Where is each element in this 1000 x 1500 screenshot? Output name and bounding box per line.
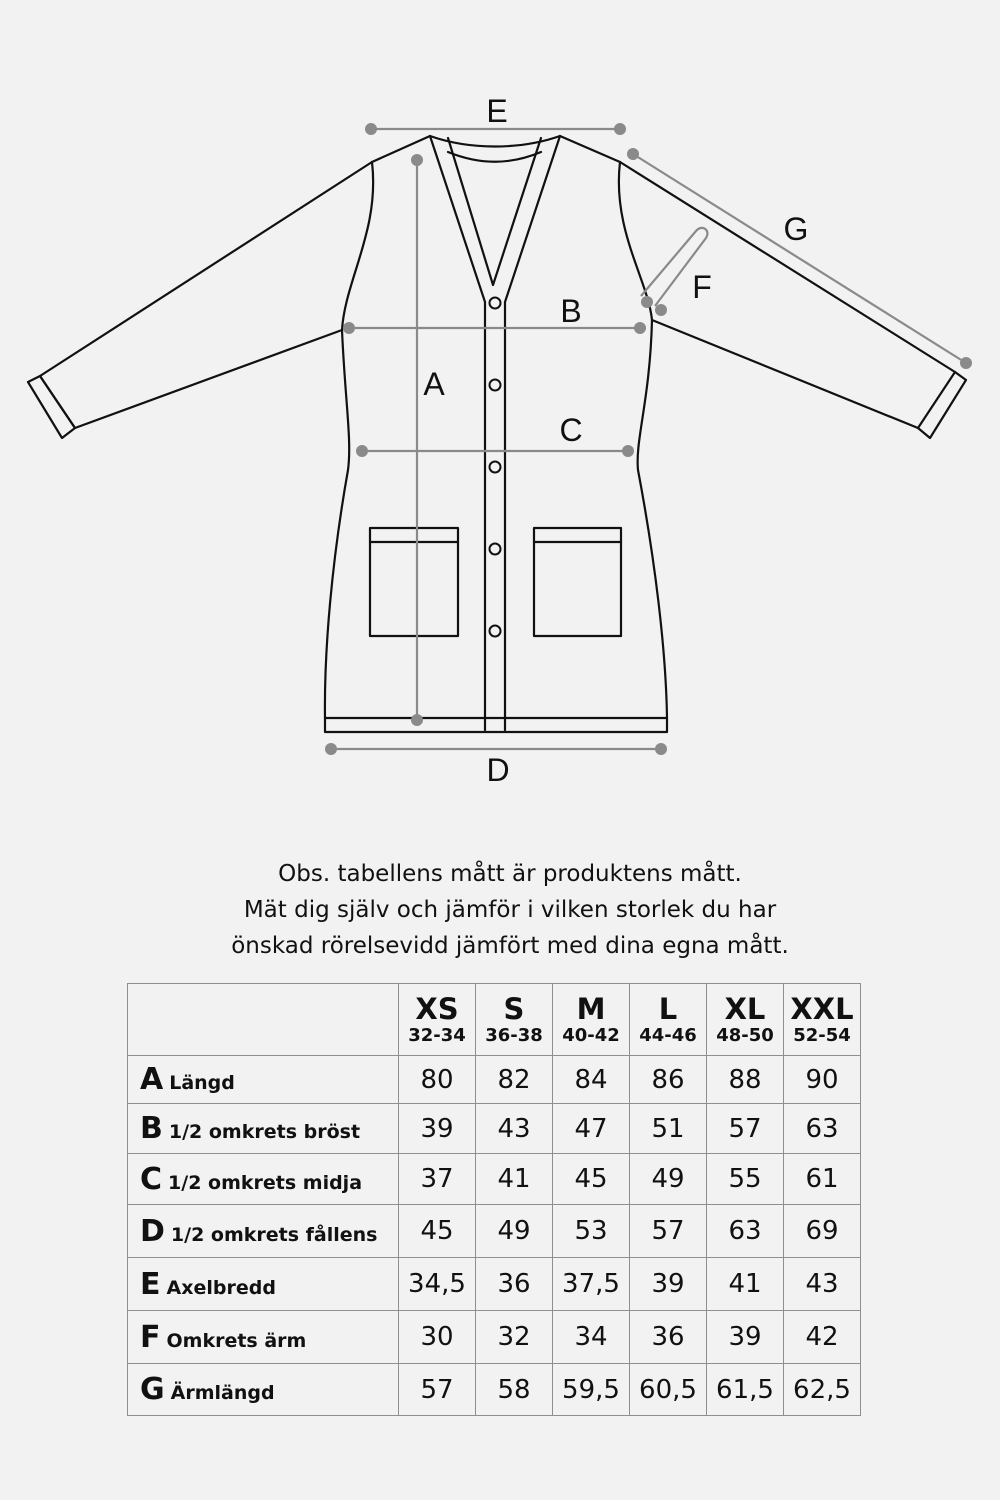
note-line-2: Mät dig själv och jämför i vilken storlek du har (243, 897, 777, 923)
size-label: S (503, 991, 525, 1026)
cell-value: 43 (784, 1258, 861, 1311)
cell-value: 39 (630, 1258, 707, 1311)
size-header-s (476, 984, 553, 1056)
cell-value: 41 (707, 1258, 784, 1311)
cell-value: 41 (476, 1154, 553, 1205)
header-blank (128, 984, 399, 1056)
table-row-f (128, 1311, 861, 1364)
size-header-xxl (784, 984, 861, 1056)
row-letter: B (140, 1111, 163, 1146)
cell-value: 51 (630, 1104, 707, 1154)
cardigan-outline (28, 136, 966, 732)
row-label (128, 1104, 399, 1154)
cell-value: 39 (399, 1104, 476, 1154)
table-row-d (128, 1205, 861, 1258)
row-letter: F (140, 1319, 161, 1355)
button-3 (490, 462, 501, 473)
button-4 (490, 544, 501, 555)
cell-value: 49 (630, 1154, 707, 1205)
cell-value: 45 (399, 1205, 476, 1258)
cell-value: 58 (476, 1364, 553, 1416)
label-d: D (486, 752, 510, 788)
row-name: Omkrets ärm (166, 1329, 307, 1352)
cell-value: 37,5 (553, 1258, 630, 1311)
size-range: 40-42 (562, 1024, 620, 1046)
cell-value: 32 (476, 1311, 553, 1364)
cell-value: 49 (476, 1205, 553, 1258)
cell-value: 57 (399, 1364, 476, 1416)
row-name: Längd (169, 1072, 235, 1094)
cell-value: 42 (784, 1311, 861, 1364)
size-range: 48-50 (716, 1024, 774, 1046)
cell-value: 63 (707, 1205, 784, 1258)
measure-g (627, 148, 972, 369)
cell-value: 45 (553, 1154, 630, 1205)
size-label: L (658, 991, 678, 1026)
row-label (128, 1258, 399, 1311)
row-letter: A (140, 1062, 164, 1097)
note-line-3: önskad rörelsevidd jämfört med dina egna mått. (231, 933, 789, 959)
measure-f (641, 228, 712, 316)
cell-value: 61,5 (707, 1364, 784, 1416)
cell-value: 36 (630, 1311, 707, 1364)
cell-value: 30 (399, 1311, 476, 1364)
button-2 (490, 380, 501, 391)
size-range: 36-38 (485, 1024, 543, 1046)
cell-value: 86 (630, 1056, 707, 1104)
label-g: G (783, 211, 809, 247)
cell-value: 62,5 (784, 1364, 861, 1416)
size-header-xs (399, 984, 476, 1056)
cell-value: 57 (707, 1104, 784, 1154)
row-label (128, 1154, 399, 1205)
cell-value: 36 (476, 1258, 553, 1311)
table-row-e (128, 1258, 861, 1311)
cell-value: 82 (476, 1056, 553, 1104)
measure-c (356, 412, 634, 457)
cell-value: 57 (630, 1205, 707, 1258)
cell-value: 84 (553, 1056, 630, 1104)
cell-value: 60,5 (630, 1364, 707, 1416)
cell-value: 88 (707, 1056, 784, 1104)
cell-value: 61 (784, 1154, 861, 1205)
row-label (128, 1056, 399, 1104)
row-name: Axelbredd (166, 1276, 276, 1299)
size-table (127, 983, 861, 1416)
note-line-1: Obs. tabellens mått är produktens mått. (278, 861, 742, 887)
buttons (490, 298, 501, 637)
cell-value: 37 (399, 1154, 476, 1205)
size-label: XXL (790, 991, 854, 1026)
size-range: 52-54 (793, 1024, 851, 1046)
row-name: Ärmlängd (170, 1382, 275, 1404)
cell-value: 47 (553, 1104, 630, 1154)
row-letter: C (140, 1161, 163, 1197)
label-b: B (560, 293, 582, 329)
label-c: C (559, 412, 583, 448)
row-label (128, 1311, 399, 1364)
row-name: 1/2 omkrets bröst (168, 1121, 361, 1143)
measure-d (325, 743, 667, 788)
cell-value: 90 (784, 1056, 861, 1104)
label-f: F (692, 269, 712, 305)
size-header-m (553, 984, 630, 1056)
cell-value: 53 (553, 1205, 630, 1258)
row-name: 1/2 omkrets midja (168, 1171, 363, 1194)
size-label: XS (415, 991, 459, 1026)
cell-value: 80 (399, 1056, 476, 1104)
size-label: M (576, 991, 606, 1026)
label-a: A (423, 366, 445, 402)
row-label (128, 1205, 399, 1258)
table-row-b (128, 1104, 861, 1154)
label-e: E (486, 93, 508, 129)
cell-value: 34,5 (399, 1258, 476, 1311)
size-header-l (630, 984, 707, 1056)
size-header-xl (707, 984, 784, 1056)
row-letter: G (140, 1372, 165, 1407)
row-name: 1/2 omkrets fållens (170, 1223, 378, 1246)
row-letter: E (140, 1266, 161, 1302)
cell-value: 34 (553, 1311, 630, 1364)
cell-value: 59,5 (553, 1364, 630, 1416)
cell-value: 55 (707, 1154, 784, 1205)
row-label (128, 1364, 399, 1416)
size-range: 32-34 (408, 1024, 466, 1046)
button-1 (490, 298, 501, 309)
table-row-a (128, 1056, 861, 1104)
measure-a (411, 154, 445, 726)
cell-value: 63 (784, 1104, 861, 1154)
size-range: 44-46 (639, 1024, 697, 1046)
cell-value: 39 (707, 1311, 784, 1364)
row-letter: D (140, 1213, 165, 1249)
button-5 (490, 626, 501, 637)
measurement-note (120, 856, 900, 964)
measure-e (365, 93, 626, 135)
table-row-g (128, 1364, 861, 1416)
cell-value: 69 (784, 1205, 861, 1258)
table-row-c (128, 1154, 861, 1205)
size-label: XL (724, 991, 766, 1026)
size-header-row (128, 984, 861, 1056)
cell-value: 43 (476, 1104, 553, 1154)
